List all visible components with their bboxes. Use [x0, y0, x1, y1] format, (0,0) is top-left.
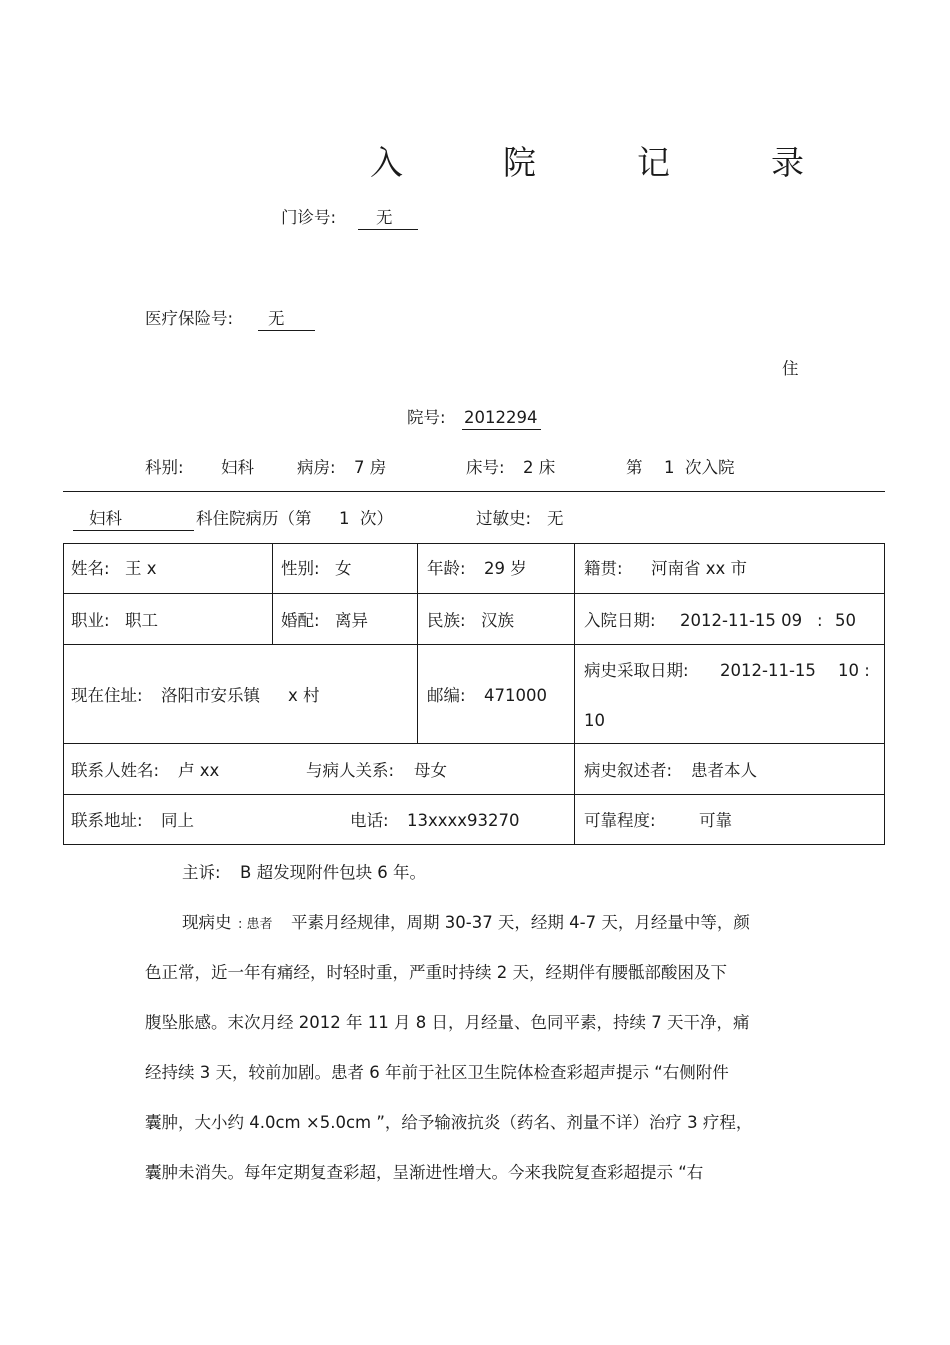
title-char-4: 录 [771, 143, 804, 182]
table-rule-5 [63, 794, 885, 795]
present-illness-line-5: 囊肿，大小约 4.0cm ×5.0cm ”，给予输液抗炎（药名、剂量不详）治疗 3 疗程， [145, 1113, 753, 1132]
admit-date-value: 2012-11-15 09 [680, 611, 803, 630]
record-dept: 妇科 [73, 511, 194, 531]
admit-date-minute: 50 [835, 611, 856, 630]
contact-address-value: 同上 [161, 811, 194, 830]
relation-value: 母女 [414, 761, 447, 780]
table-rule-3 [63, 644, 885, 645]
origin-label: 籍贯: [584, 559, 623, 578]
table-right-border [884, 543, 885, 844]
table-col-divider-1 [272, 543, 273, 644]
address-value: 洛阳市安乐镇 [161, 686, 260, 705]
sex-label: 性别: [281, 559, 320, 578]
present-illness-line-6: 囊肿未消失。每年定期复查彩超，呈渐进性增大。今来我院复查彩超提示 “右 [145, 1163, 704, 1182]
marriage-label: 婚配: [281, 611, 320, 630]
table-rule-2 [63, 593, 885, 594]
bed-label: 床号: [466, 458, 505, 477]
present-illness-label: 现病史 [182, 913, 232, 932]
bed-value: 2 床 [523, 458, 556, 477]
narrator-value: 患者本人 [691, 761, 757, 780]
contact-name-label: 联系人姓名: [71, 761, 160, 780]
allergy-label: 过敏史: [476, 509, 532, 528]
narrator-label: 病史叙述者: [584, 761, 673, 780]
history-date-hour: 10 : [838, 661, 870, 680]
record-visit-number: 1 [339, 509, 350, 528]
outpatient-value: 无 [358, 210, 418, 230]
table-rule-4 [63, 743, 885, 744]
present-illness-line-2: 色正常，近一年有痛经，时轻时重，严重时持续 2 天，经期伴有腰骶部酸困及下 [145, 963, 727, 982]
sex-value: 女 [335, 559, 352, 578]
table-rule-1 [63, 543, 885, 544]
phone-label: 电话: [350, 811, 389, 830]
table-col-divider-2 [417, 543, 418, 743]
present-illness-line-3: 腹坠胀感。末次月经 2012 年 11 月 8 日，月经量、色同平素，持续 7 天干净，痛 [145, 1013, 750, 1032]
title-char-1: 入 [370, 143, 403, 182]
occupation-label: 职业: [71, 611, 110, 630]
phone-value: 13xxxx93270 [407, 811, 520, 830]
admit-date-label: 入院日期: [584, 611, 656, 630]
admit-date-colon: : [817, 611, 823, 630]
table-bottom-rule [63, 844, 885, 845]
age-label: 年龄: [427, 559, 466, 578]
address-village: x 村 [288, 686, 320, 705]
table-left-border [63, 543, 64, 844]
visit-suffix: 次入院 [685, 458, 735, 477]
admission-label: 院号: [407, 408, 446, 427]
insurance-value: 无 [258, 311, 315, 331]
ethnicity-value: 汉族 [481, 611, 514, 630]
dept-label: 科别: [145, 458, 184, 477]
postcode-label: 邮编: [427, 686, 466, 705]
history-date-value: 2012-11-15 [720, 661, 816, 680]
postcode-value: 471000 [484, 686, 547, 705]
table-col-divider-3 [574, 543, 575, 844]
address-label: 现在住址: [71, 686, 143, 705]
reliability-value: 可靠 [699, 811, 732, 830]
complaint-label: 主诉: [182, 863, 221, 882]
history-date-minute: 10 [584, 711, 605, 730]
history-date-label: 病史采取日期: [584, 661, 689, 680]
title-char-2: 院 [503, 143, 536, 182]
ethnicity-label: 民族: [427, 611, 466, 630]
visit-prefix: 第 [626, 458, 643, 477]
dept-value: 妇科 [221, 458, 254, 477]
admission-value: 2012294 [462, 410, 541, 430]
name-value: 王 x [125, 559, 157, 578]
name-label: 姓名: [71, 559, 110, 578]
age-value: 29 岁 [484, 559, 527, 578]
title-char-3: 记 [637, 143, 670, 182]
marriage-value: 离异 [335, 611, 368, 630]
present-illness-line-1: 平素月经规律，周期 30-37 天，经期 4-7 天，月经量中等，颜 [291, 913, 750, 932]
present-illness-prefix: : 患者 [238, 917, 273, 932]
origin-value: 河南省 xx 市 [651, 559, 748, 578]
admission-label-top: 住 [782, 359, 799, 378]
record-text: 科住院病历（第 [196, 509, 312, 528]
room-label: 病房: [297, 458, 336, 477]
complaint-text: B 超发现附件包块 6 年。 [240, 863, 427, 882]
allergy-value: 无 [547, 509, 564, 528]
visit-number: 1 [664, 458, 675, 477]
occupation-value: 职工 [125, 611, 158, 630]
room-value: 7 房 [354, 458, 387, 477]
contact-name-value: 卢 xx [178, 761, 220, 780]
present-illness-line-4: 经持续 3 天，较前加剧。患者 6 年前于社区卫生院体检查彩超声提示 “右侧附件 [145, 1063, 729, 1082]
record-suffix: 次） [360, 509, 393, 528]
outpatient-label: 门诊号: [281, 208, 337, 227]
relation-label: 与病人关系: [306, 761, 395, 780]
table-top-rule [63, 491, 885, 492]
reliability-label: 可靠程度: [584, 811, 656, 830]
insurance-label: 医疗保险号: [145, 309, 234, 328]
contact-address-label: 联系地址: [71, 811, 143, 830]
